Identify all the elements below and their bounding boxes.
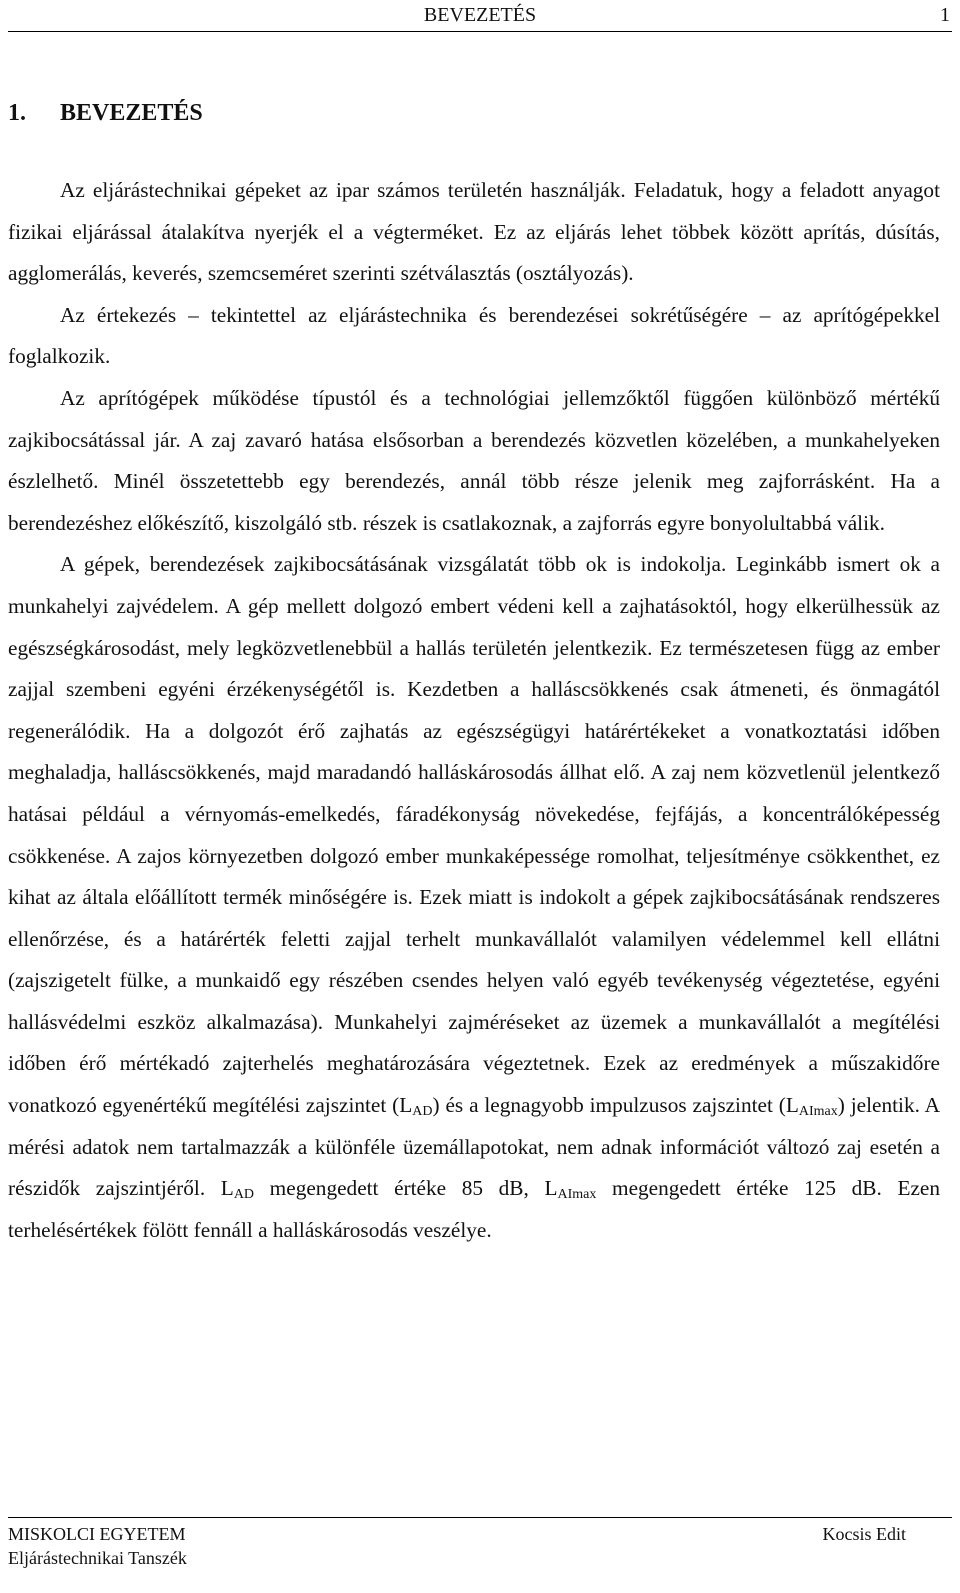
paragraph-scope: Az értekezés – tekintettel az eljárástechnika és berendezései sokrétűségére – az aprítógépekkel foglalkozik. bbox=[8, 302, 940, 369]
paragraph-text: megengedett értéke 85 dB, L bbox=[254, 1176, 558, 1201]
running-footer bbox=[8, 1517, 952, 1568]
running-header bbox=[8, 0, 952, 32]
subscript-ad: AD bbox=[412, 1104, 433, 1120]
chapter-number: 1. bbox=[8, 100, 26, 126]
paragraph-noise-sources: Az aprítógépek működése típustól és a technológiai jellemzőktől függően különböző mértékű zajkibocsátással jár. A zaj zavaró hatása elsősorban a berendezés közvetlen közelében, a munkahelyeken észlelhető. Minél összetettebb egy berendezés, annál több része jelenik meg zajforrásként. Ha a berendezéshez előkészítő, kiszolgáló stb. részek is csatlakoznak, a zajforrás egyre bonyolultabbá válik. bbox=[8, 385, 940, 535]
paragraph-text: megengedett értéke 125 dB. Ezen terhelésértékek fölött fennáll a halláskárosodás veszélye. bbox=[8, 1176, 941, 1242]
page-number: 1 bbox=[940, 4, 950, 26]
paragraph-text: ) és a legnagyobb impulzusos zajszintet (L bbox=[432, 1093, 799, 1118]
paragraph-text: ) jelentik. A mérési adatok nem tartalmazzák a különféle üzemállapotokat, nem adnak információt változó zaj esetén a részidők zajszintjéről. L bbox=[8, 1093, 940, 1201]
paragraph-noise-protection bbox=[8, 544, 940, 1251]
header-title: BEVEZETÉS bbox=[423, 4, 537, 26]
chapter-heading bbox=[8, 100, 203, 127]
chapter-title: BEVEZETÉS bbox=[60, 100, 203, 126]
subscript-ad: AD bbox=[233, 1187, 255, 1203]
body-text bbox=[8, 170, 940, 1251]
paragraph-intro: Az eljárástechnikai gépeket az ipar számos területén használják. Feladatuk, hogy a feladott anyagot fizikai eljárással átalakítva nyerjék el a végterméket. Ez az eljárás lehet többek között aprítás, dúsítás, agglomerálás, keverés, szemcseméret szerinti szétválasztás (osztályozás). bbox=[8, 178, 940, 286]
footer-author: Kocsis Edit bbox=[822, 1524, 906, 1544]
footer-department: Eljárástechnikai Tanszék bbox=[8, 1548, 187, 1568]
footer-institution: MISKOLCI EGYETEM bbox=[8, 1524, 186, 1544]
paragraph-text: A gépek, berendezések zajkibocsátásának vizsgálatát több ok is indokolja. Leginkább ismert ok a munkahelyi zajvédelem. A gép mellett dolgozó embert védeni kell a zajhatásoktól, hogy elkerülhessük az egészségkárosodást, mely legközvetlenebbül a hallás területén jelentkezik. Ez természetesen függ az ember zajjal szembeni egyéni érzékenységétől is. Kezdetben a halláscsökkenés csak átmeneti, és önmagától regenerálódik. Ha a dolgozót érő zajhatás az egészségügyi határértékeket a vonatkoztatási időben meghaladja, halláscsökkenés, majd maradandó halláskárosodás állhat elő. A zaj nem közvetlenül jelentkező hatásai például a vérnyomás-emelkedés, fáradékonyság növekedése, fejfájás, a koncentrálóképesség csökkenése. A zajos környezetben dolgozó ember munkaképessége romolhat, teljesítménye csökkenthet, ez kihat az általa előállított termék minőségére is. Ezek miatt is indokolt a gépek zajkibocsátásának rendszeres ellenőrzése, és a határérték feletti zajjal terhelt munkavállalót valamilyen védelemmel kell ellátni (zajszigetelt fülke, a munkaidő egy részében csendes helyen való egyéb tevékenység végeztetése, egyéni hallásvédelmi eszköz alkalmazása). Munkahelyi zajméréseket az üzemek a munkavállalót a megítélési időben érő mértékadó zajterhelés meghatározására végeztetnek. Ezek az eredmények a műszakidőre vonatkozó egyenértékű megítélési zajszintet (L bbox=[8, 552, 940, 1118]
subscript-aimax: AImax bbox=[798, 1104, 838, 1120]
footer-left bbox=[8, 1522, 187, 1570]
subscript-aimax: AImax bbox=[557, 1187, 597, 1203]
